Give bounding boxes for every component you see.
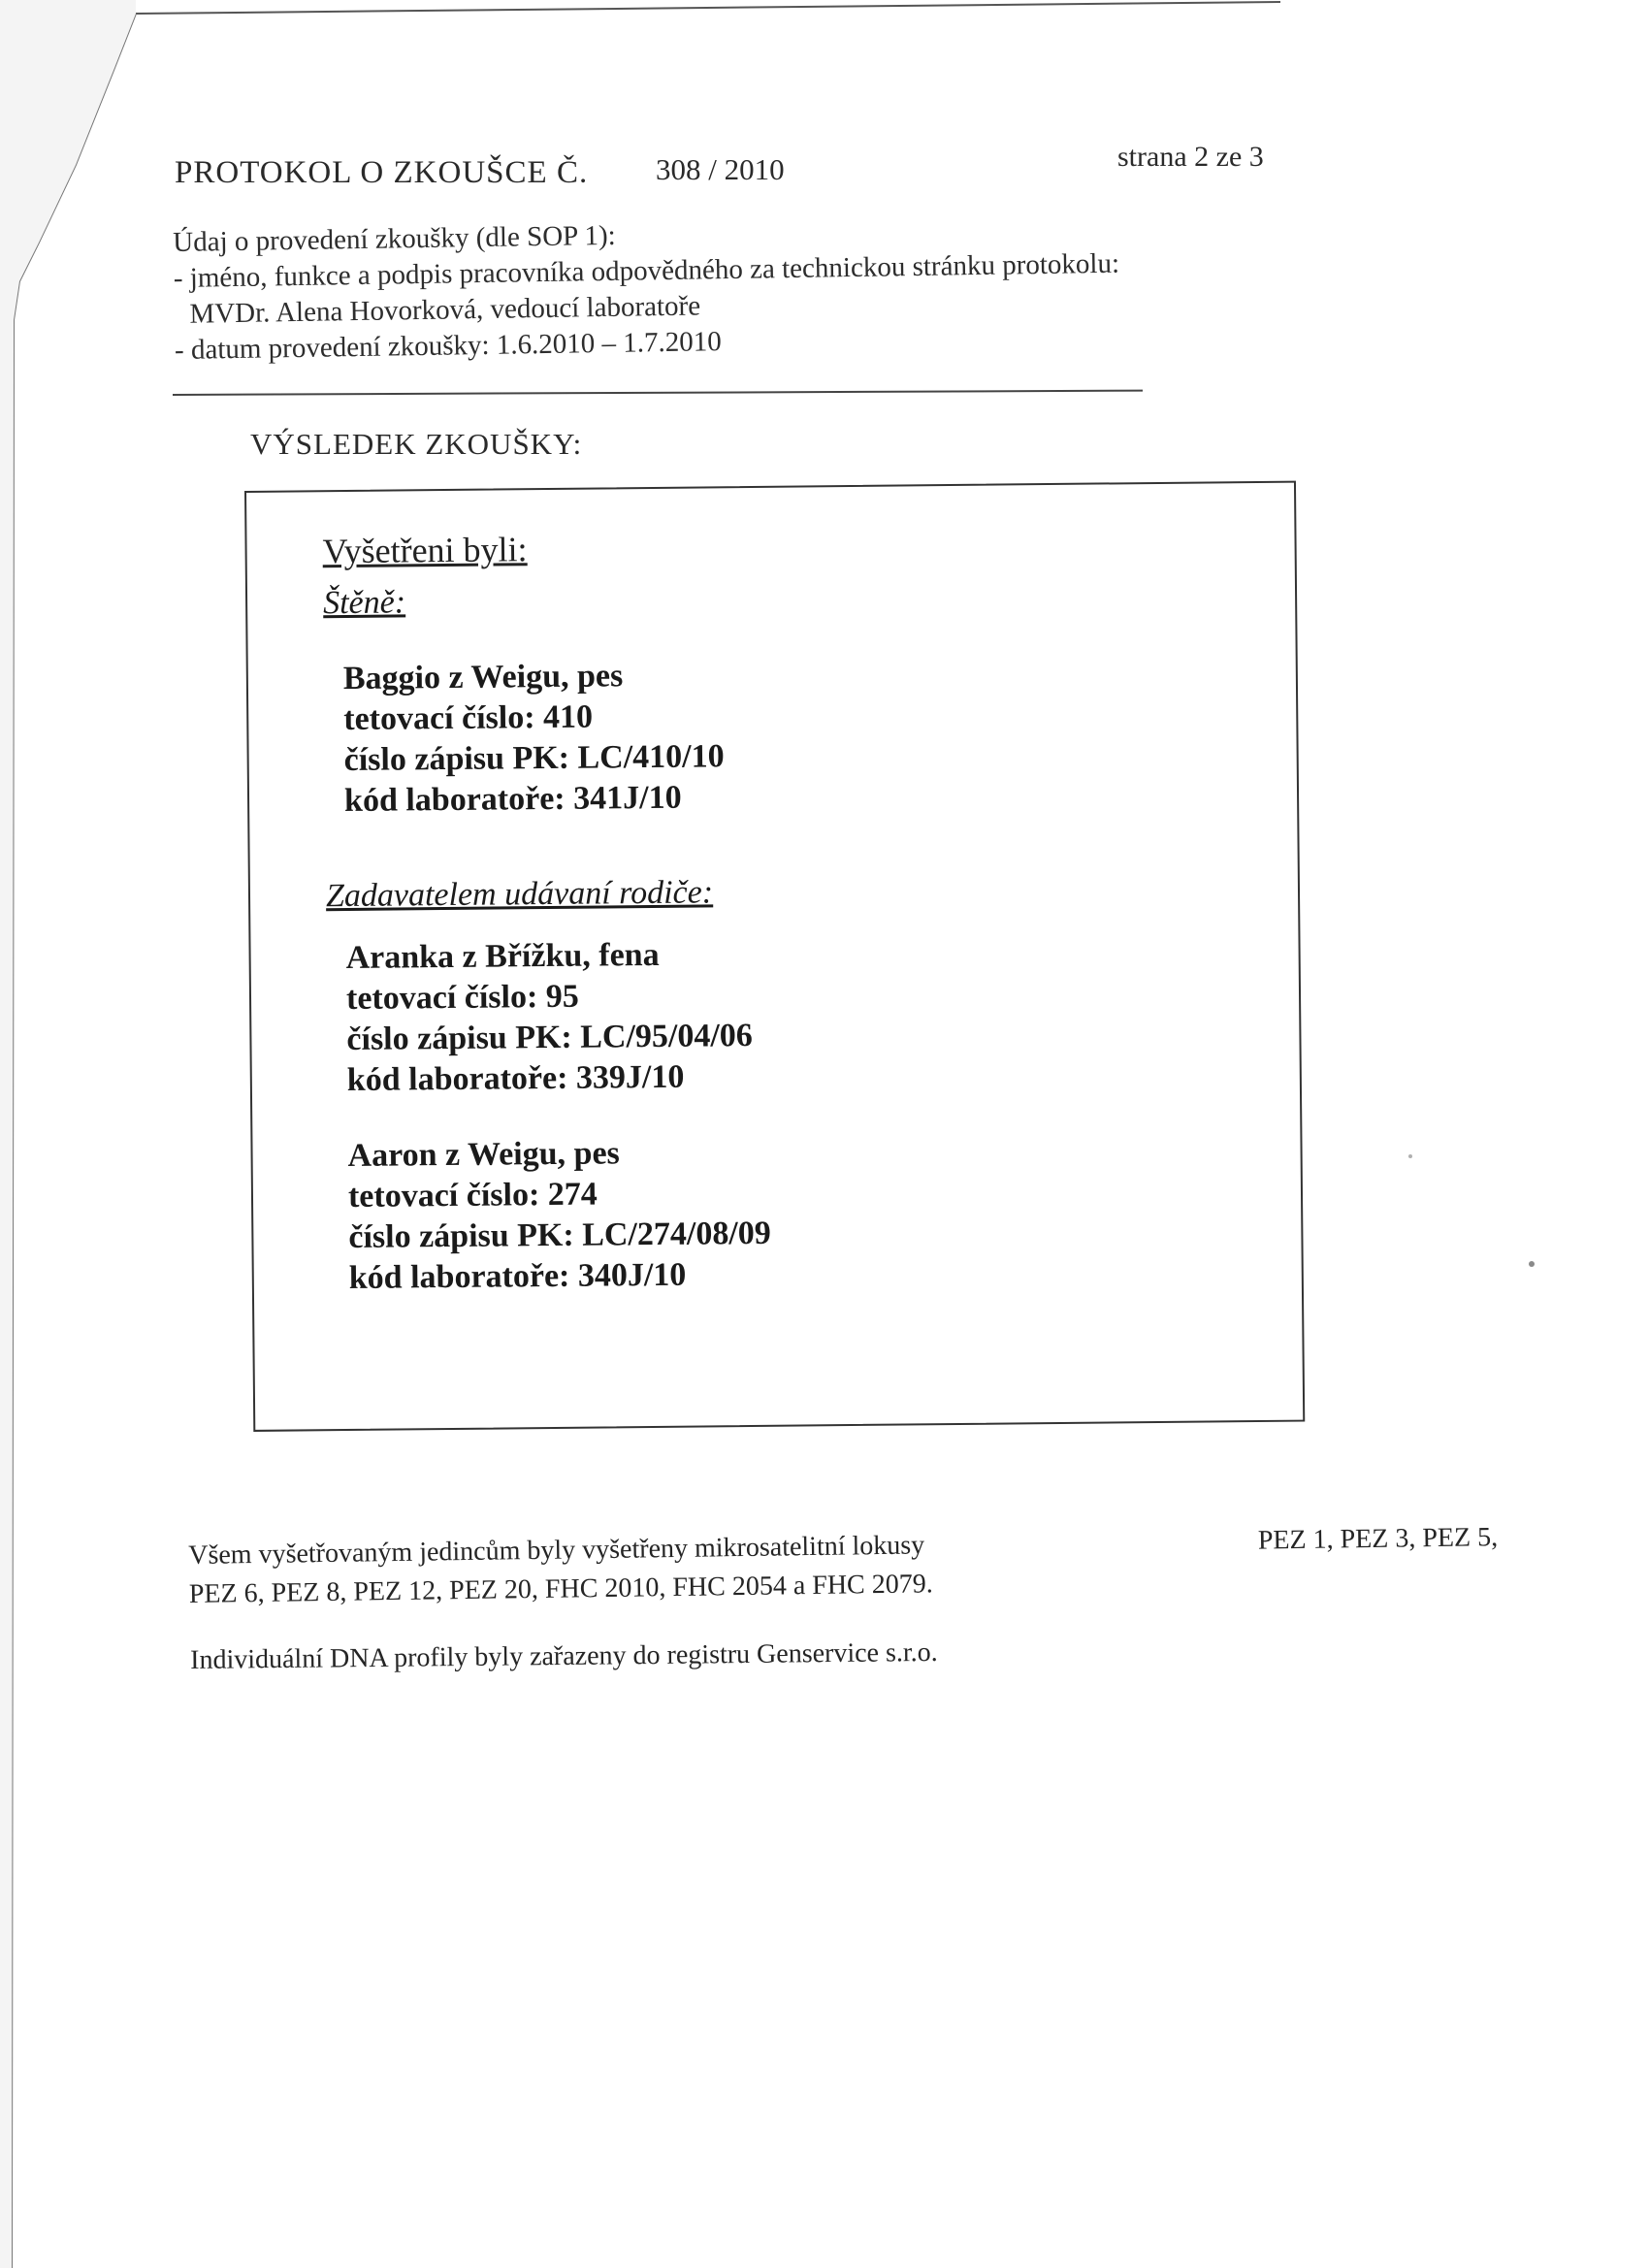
tattoo-number: tetovací číslo: 274: [347, 1176, 598, 1215]
result-heading: VÝSLEDEK ZKOUŠKY:: [250, 427, 583, 461]
protocol-title: PROTOKOL O ZKOUŠCE Č.: [175, 155, 589, 190]
parent-record-mother: [326, 934, 769, 1101]
lab-code: kód laboratoře: 341J/10: [343, 779, 682, 820]
test-date-line: - datum provedení zkoušky: 1.6.2010 – 1.7.2010: [174, 326, 723, 366]
test-info-line: Údaj o provedení zkoušky (dle SOP 1):: [173, 219, 616, 258]
animal-name: Baggio z Weigu, pes: [342, 658, 624, 697]
results-content: [322, 527, 771, 1299]
examined-heading: Vyšetřeni byli:: [322, 530, 528, 571]
lab-code: kód laboratoře: 339J/10: [346, 1058, 685, 1099]
test-info-block: [173, 211, 1120, 369]
loci-list-start: PEZ 1, PEZ 3, PEZ 5,: [1257, 1522, 1499, 1556]
record-spacer: [328, 1097, 770, 1136]
parent-record-father: [328, 1132, 771, 1299]
scan-speck: [1529, 1261, 1535, 1267]
scan-speck: [1408, 1154, 1412, 1158]
lab-code: kód laboratoře: 340J/10: [348, 1256, 687, 1297]
parents-label: Zadavatelem udávaní rodiče:: [325, 874, 714, 915]
registry-number: číslo zápisu PK: LC/410/10: [343, 738, 725, 779]
loci-statement: [188, 1518, 1499, 1614]
test-info-line: - jméno, funkce a podpis pracovníka odpovědného za technickou stránku protokolu:: [173, 247, 1120, 294]
loci-line-2: PEZ 6, PEZ 8, PEZ 12, PEZ 20, FHC 2010, FHC 2054 a FHC 2079.: [188, 1569, 933, 1609]
results-box: [244, 481, 1305, 1432]
animal-name: Aaron z Weigu, pes: [347, 1135, 620, 1175]
puppy-record: [324, 655, 767, 822]
registry-note: Individuální DNA profily byly zařazeny do registru Genservice s.r.o.: [190, 1636, 938, 1675]
puppy-label: Štěně:: [322, 584, 406, 622]
animal-name: Aranka z Břížku, fena: [345, 936, 660, 977]
tattoo-number: tetovací číslo: 410: [343, 698, 594, 738]
loci-text: Všem vyšetřovaným jedincům byly vyšetřeny mikrosatelitní lokusy: [188, 1530, 925, 1571]
registry-number: číslo zápisu PK: LC/95/04/06: [346, 1017, 754, 1058]
page-indicator: strana 2 ze 3: [1117, 141, 1264, 173]
protocol-number: 308 / 2010: [656, 152, 785, 186]
tattoo-number: tetovací číslo: 95: [345, 978, 580, 1018]
section-divider: [173, 390, 1143, 396]
responsible-person: MVDr. Alena Hovorková, vedoucí laboratoře: [189, 290, 701, 330]
registry-number: číslo zápisu PK: LC/274/08/09: [348, 1215, 771, 1256]
